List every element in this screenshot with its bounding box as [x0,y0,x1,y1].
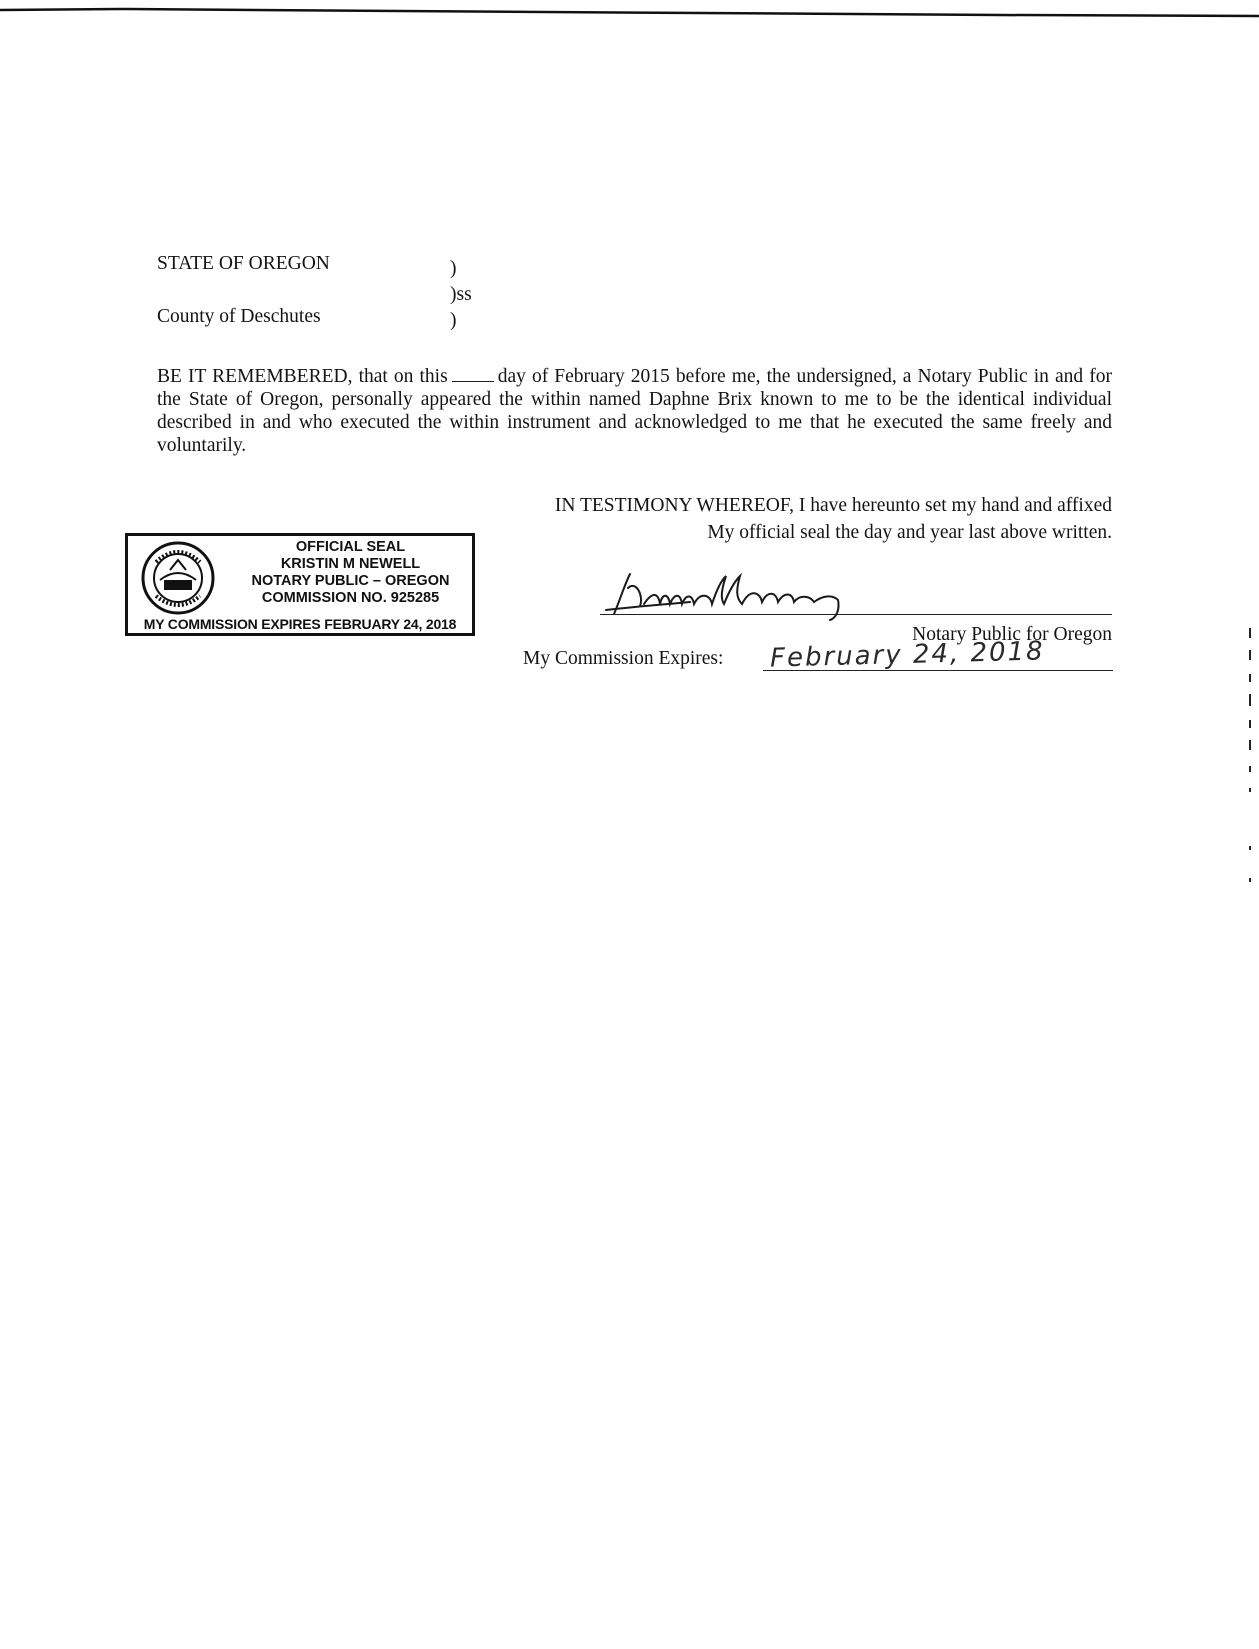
venue-ss: )ss [450,284,472,305]
scan-edge-marks [1248,628,1252,898]
notary-stamp [125,533,475,636]
stamp-name: KRISTIN M NEWELL [280,556,421,572]
venue-bracket-bottom: ) [450,310,457,331]
venue-bracket-top: ) [450,258,457,279]
oregon-state-seal-icon [140,540,216,616]
acknowledgment-part1: BE IT REMEMBERED, that on this [157,366,448,387]
testimony-line-2: My official seal the day and year last above written. [707,522,1112,543]
stamp-commission: COMMISSION NO. 925285 [261,590,440,606]
day-blank [452,367,494,382]
acknowledgment-part2: day of February 2015 before me, the undersigned, a Notary Public in and for the State of Oregon, personally appeared the within named Daphne Brix known to me to be the identical individual described in and who executed the within instrument and acknowledged to me that he executed the same freely and voluntarily. [157,366,1113,456]
venue-county: County of Deschutes [157,306,321,327]
notary-caption: Notary Public for Oregon [912,624,1112,645]
testimony-line-1: IN TESTIMONY WHEREOF, I have hereunto set my hand and affixed [554,495,1112,516]
stamp-text [228,539,473,607]
stamp-title: OFFICIAL SEAL [295,539,406,555]
stamp-role: NOTARY PUBLIC – OREGON [251,573,450,589]
commission-expires-line [763,670,1113,671]
venue-state: STATE OF OREGON [157,253,330,274]
commission-expires-label: My Commission Expires: [523,648,724,669]
acknowledgment-paragraph [157,365,1112,457]
commission-expires-handwritten: February 24, 2018 [769,636,1046,674]
signature-line [600,614,1112,615]
stamp-expires: MY COMMISSION EXPIRES FEBRUARY 24, 2018 [143,616,457,632]
scan-top-edge [0,4,1259,18]
